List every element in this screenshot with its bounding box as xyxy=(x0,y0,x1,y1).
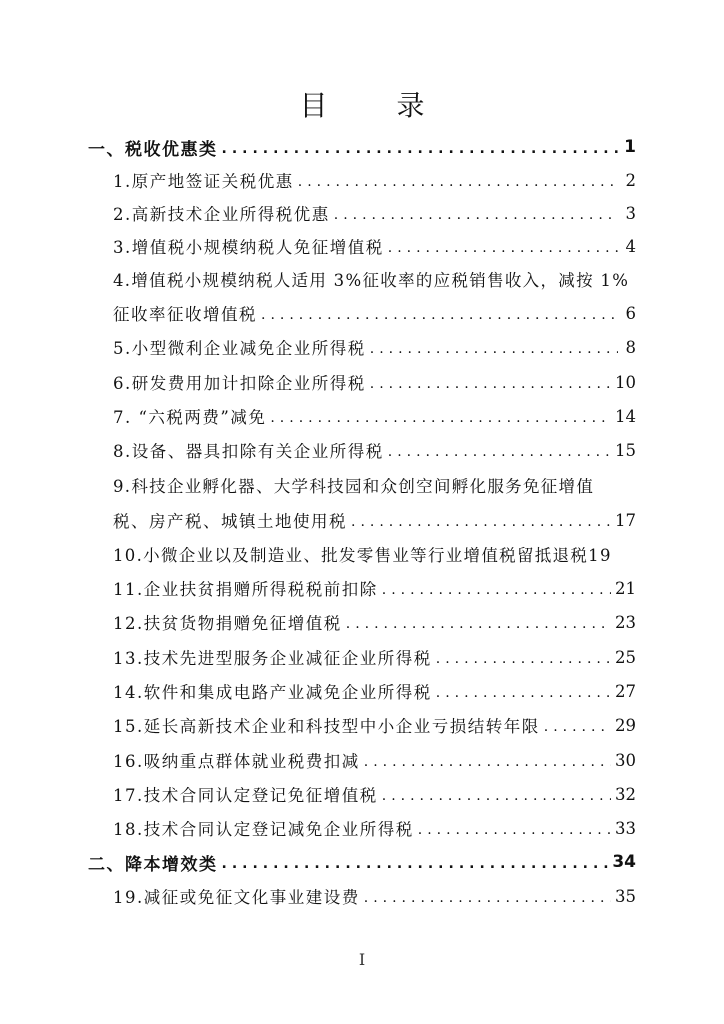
toc-entry-text: 13.技术先进型服务企业减征企业所得税 xyxy=(113,649,432,668)
toc-page-number: 4 xyxy=(625,236,636,256)
toc-entry-text: 4.增值税小规模纳税人适用 3%征收率的应税销售收入，减按 1% xyxy=(113,271,630,290)
toc-entry-text: 19.减征或免征文化事业建设费 xyxy=(113,888,360,907)
page-title: 目 录 xyxy=(299,89,455,122)
toc-entry-text: 2.高新技术企业所得税优惠 xyxy=(113,205,330,224)
toc-item-line-2[interactable] xyxy=(0,296,724,330)
toc-leader-dots xyxy=(388,445,611,459)
toc-leader-dots xyxy=(364,755,611,769)
toc-entry-text: 12.扶贫货物捐赠免征增值税 xyxy=(113,614,342,633)
toc-item[interactable] xyxy=(0,743,724,777)
toc-leader-dots xyxy=(370,377,611,391)
toc-entry-text: 征收率征收增值税 xyxy=(113,305,257,324)
toc-item[interactable] xyxy=(0,605,724,639)
toc-leader-dots xyxy=(222,142,619,156)
toc-leader-dots xyxy=(382,789,611,803)
toc-entry-text: 11.企业扶贫捐赠所得税税前扣除 xyxy=(113,580,378,599)
toc-item-line-2[interactable] xyxy=(0,503,724,537)
toc-leader-dots xyxy=(298,175,618,189)
toc-item-line-1[interactable] xyxy=(0,262,724,296)
toc-page-number: 1 xyxy=(624,137,636,157)
toc-page-number: 27 xyxy=(615,681,636,701)
toc-entry-text: 7. “六税两费”减免 xyxy=(113,408,267,427)
toc-leader-dots xyxy=(388,241,618,255)
toc-entry-text: 10.小微企业以及制造业、批发零售业等行业增值税留抵退税19 xyxy=(113,546,612,565)
toc-entry-text: 一、税收优惠类 xyxy=(88,139,218,160)
toc-leader-dots xyxy=(270,411,611,425)
toc-page-number: 14 xyxy=(615,406,636,426)
toc-leader-dots xyxy=(436,652,611,666)
toc-item[interactable] xyxy=(0,537,724,571)
toc-item[interactable] xyxy=(0,811,724,845)
toc-page-number: 30 xyxy=(615,750,636,770)
toc-item[interactable] xyxy=(0,879,724,913)
toc-page-number: 6 xyxy=(625,303,636,323)
toc-leader-dots xyxy=(261,308,618,322)
toc-page-number: 8 xyxy=(625,337,636,357)
toc-leader-dots xyxy=(436,686,611,700)
toc-item[interactable] xyxy=(0,640,724,674)
toc-item[interactable] xyxy=(0,365,724,399)
toc-page-number: 33 xyxy=(615,818,636,838)
toc-item[interactable] xyxy=(0,399,724,433)
toc-entry-text: 5.小型微利企业减免企业所得税 xyxy=(113,339,366,358)
toc-item[interactable] xyxy=(0,433,724,467)
toc-item[interactable] xyxy=(0,229,724,263)
toc-page-number: 21 xyxy=(615,578,636,598)
toc-entry-text: 1.原产地签证关税优惠 xyxy=(113,172,294,191)
footer-page-number: I xyxy=(358,950,366,969)
toc-page-number: 3 xyxy=(625,203,636,223)
toc-entry-text: 17.技术合同认定登记免征增值税 xyxy=(113,786,378,805)
toc-entry-text: 6.研发费用加计扣除企业所得税 xyxy=(113,374,366,393)
toc-page-number: 25 xyxy=(615,647,636,667)
toc-entry-text: 15.延长高新技术企业和科技型中小企业亏损结转年限 xyxy=(113,717,540,736)
toc-entry-text: 8.设备、器具扣除有关企业所得税 xyxy=(113,442,384,461)
toc-entry-text: 18.技术合同认定登记减免企业所得税 xyxy=(113,820,414,839)
toc-page-number: 2 xyxy=(625,170,636,190)
toc-item[interactable] xyxy=(0,777,724,811)
toc-item[interactable] xyxy=(0,674,724,708)
toc-item[interactable] xyxy=(0,708,724,742)
toc-entry-text: 3.增值税小规模纳税人免征增值税 xyxy=(113,238,384,257)
toc-leader-dots xyxy=(370,342,618,356)
toc-item[interactable] xyxy=(0,196,724,230)
toc-entry-text: 14.软件和集成电路产业减免企业所得税 xyxy=(113,683,432,702)
toc-leader-dots xyxy=(544,720,611,734)
toc-page-number: 34 xyxy=(612,852,636,872)
toc-page-number: 10 xyxy=(615,372,636,392)
toc-item-line-1[interactable] xyxy=(0,468,724,502)
toc-leader-dots xyxy=(382,583,611,597)
toc-leader-dots xyxy=(222,857,609,871)
toc-entry-text: 9.科技企业孵化器、大学科技园和众创空间孵化服务免征增值 xyxy=(113,477,595,496)
toc-item[interactable] xyxy=(0,330,724,364)
toc-section-cost-efficiency[interactable] xyxy=(0,845,724,879)
toc-item[interactable] xyxy=(0,571,724,605)
toc-page-number: 23 xyxy=(615,612,636,632)
toc-page-number: 32 xyxy=(615,784,636,804)
toc-section-tax-benefits[interactable] xyxy=(0,130,724,164)
toc-leader-dots xyxy=(334,208,618,222)
toc-entry-text: 二、降本增效类 xyxy=(88,854,218,875)
toc-leader-dots xyxy=(364,891,611,905)
toc-entry-text: 16.吸纳重点群体就业税费扣减 xyxy=(113,752,360,771)
toc-leader-dots xyxy=(418,823,611,837)
toc-leader-dots xyxy=(351,515,611,529)
toc-page-number: 15 xyxy=(615,440,636,460)
toc-page-number: 35 xyxy=(615,886,636,906)
toc-entry-text: 税、房产税、城镇土地使用税 xyxy=(113,512,347,531)
toc-leader-dots xyxy=(346,617,611,631)
toc-page-number: 29 xyxy=(615,715,636,735)
toc-item[interactable] xyxy=(0,163,724,197)
toc-page-number: 17 xyxy=(615,510,636,530)
